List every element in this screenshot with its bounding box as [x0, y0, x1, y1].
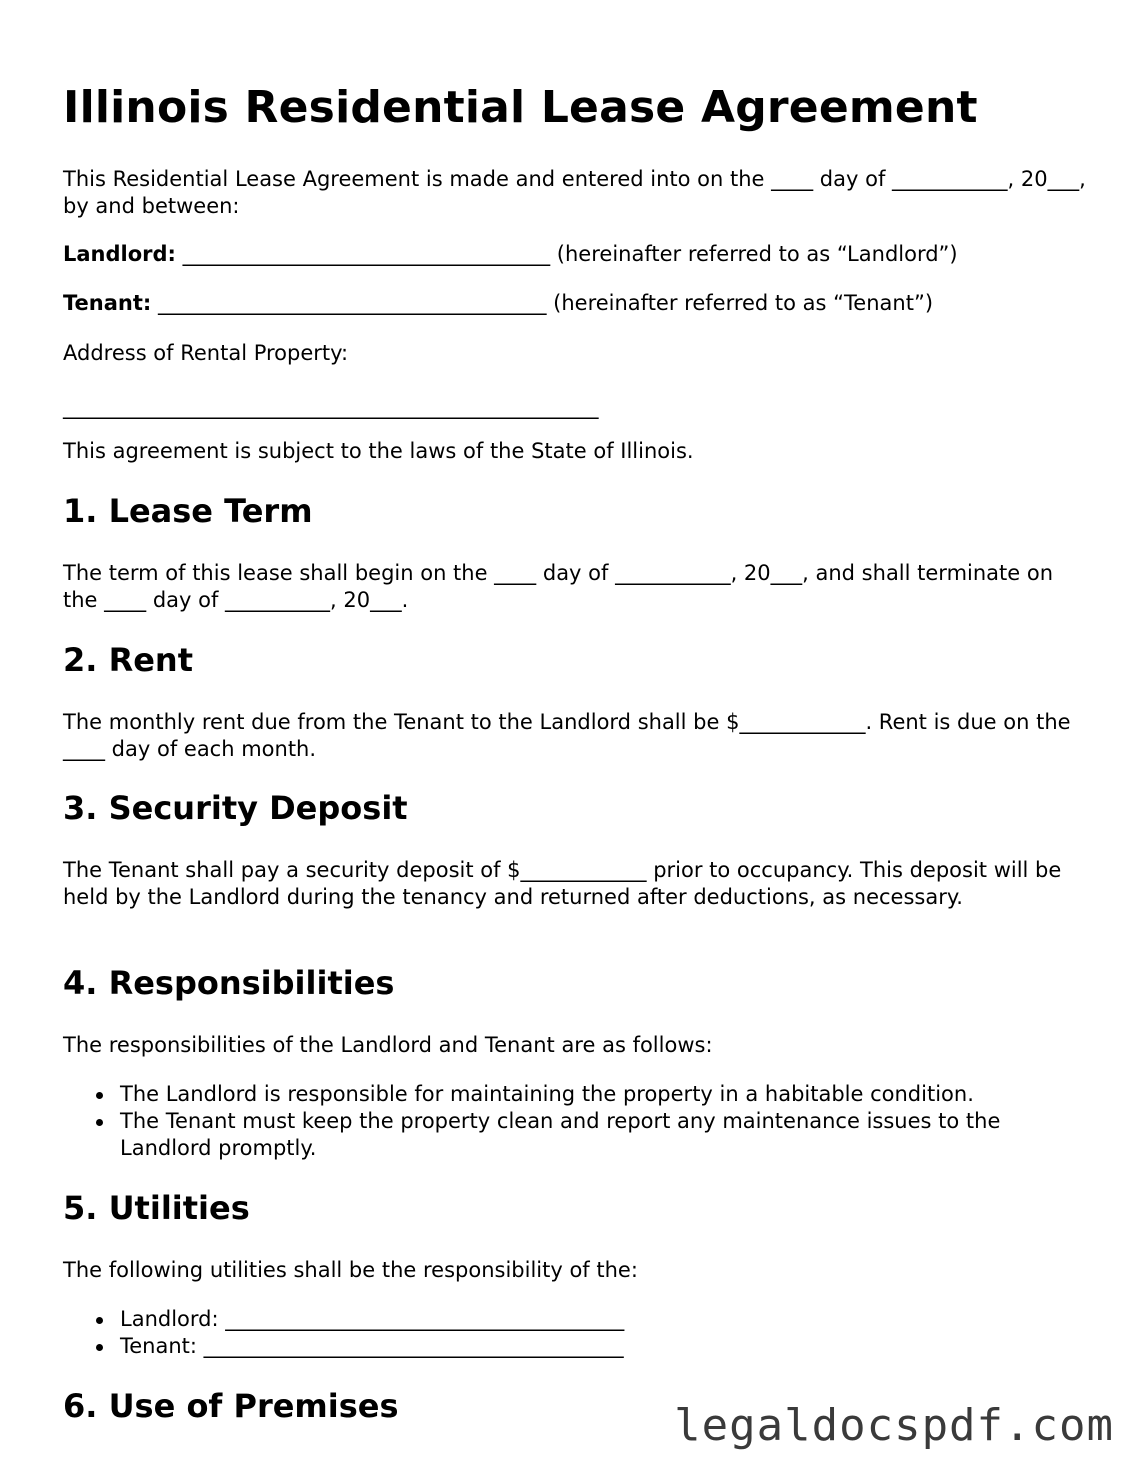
rent-text: The monthly rent due from the Tenant to the Landlord shall be $____________. Rent is due on the ____ day of each month. [63, 710, 1071, 761]
section-heading-use-of-premises: 6. Use of Premises [63, 1387, 399, 1425]
section-heading-responsibilities: 4. Responsibilities [63, 964, 395, 1002]
tenant-blank: _____________________________________ (hereinafter referred to as “Tenant”) [151, 291, 934, 315]
utilities-text: The following utilities shall be the responsibility of the: [63, 1258, 638, 1282]
list-item: Tenant: ________________________________________ [63, 1333, 1093, 1360]
landlord-line [63, 241, 1093, 268]
utilities-list [63, 1306, 1093, 1360]
address-blank: ___________________________________________________ [63, 395, 599, 419]
list-item: The Tenant must keep the property clean and report any maintenance issues to the Landlord promptly. [63, 1108, 1093, 1162]
landlord-label: Landlord: [63, 242, 176, 266]
tenant-label: Tenant: [63, 291, 152, 315]
address-label: Address of Rental Property: [63, 341, 349, 365]
section-heading-utilities: 5. Utilities [63, 1189, 250, 1227]
lease-term-text: The term of this lease shall begin on the ____ day of ___________, 20___, and shall terminate on the ____ day of __________, 20___. [63, 561, 1054, 612]
section-heading-security-deposit: 3. Security Deposit [63, 789, 408, 827]
laws-text: This agreement is subject to the laws of the State of Illinois. [63, 439, 694, 463]
security-deposit-text: The Tenant shall pay a security deposit of $____________ prior to occupancy. This deposit will be held by the Landlord during the tenancy and returned after deductions, as necessary. [63, 858, 1062, 909]
intro-agreement-text: This Residential Lease Agreement is made and entered into on the ____ day of ___________, 20___, by and between: [63, 167, 1086, 218]
landlord-blank: ___________________________________ (hereinafter referred to as “Landlord”) [175, 242, 958, 266]
list-item: Landlord: ______________________________________ [63, 1306, 1093, 1333]
document-title: Illinois Residential Lease Agreement [63, 82, 978, 133]
tenant-line [63, 290, 1093, 317]
responsibilities-text: The responsibilities of the Landlord and Tenant are as follows: [63, 1033, 713, 1057]
list-item: The Landlord is responsible for maintaining the property in a habitable condition. [63, 1081, 1093, 1108]
watermark: legaldocspdf.com [674, 1400, 1114, 1451]
section-heading-lease-term: 1. Lease Term [63, 492, 313, 530]
section-heading-rent: 2. Rent [63, 641, 193, 679]
responsibilities-list [63, 1081, 1093, 1162]
